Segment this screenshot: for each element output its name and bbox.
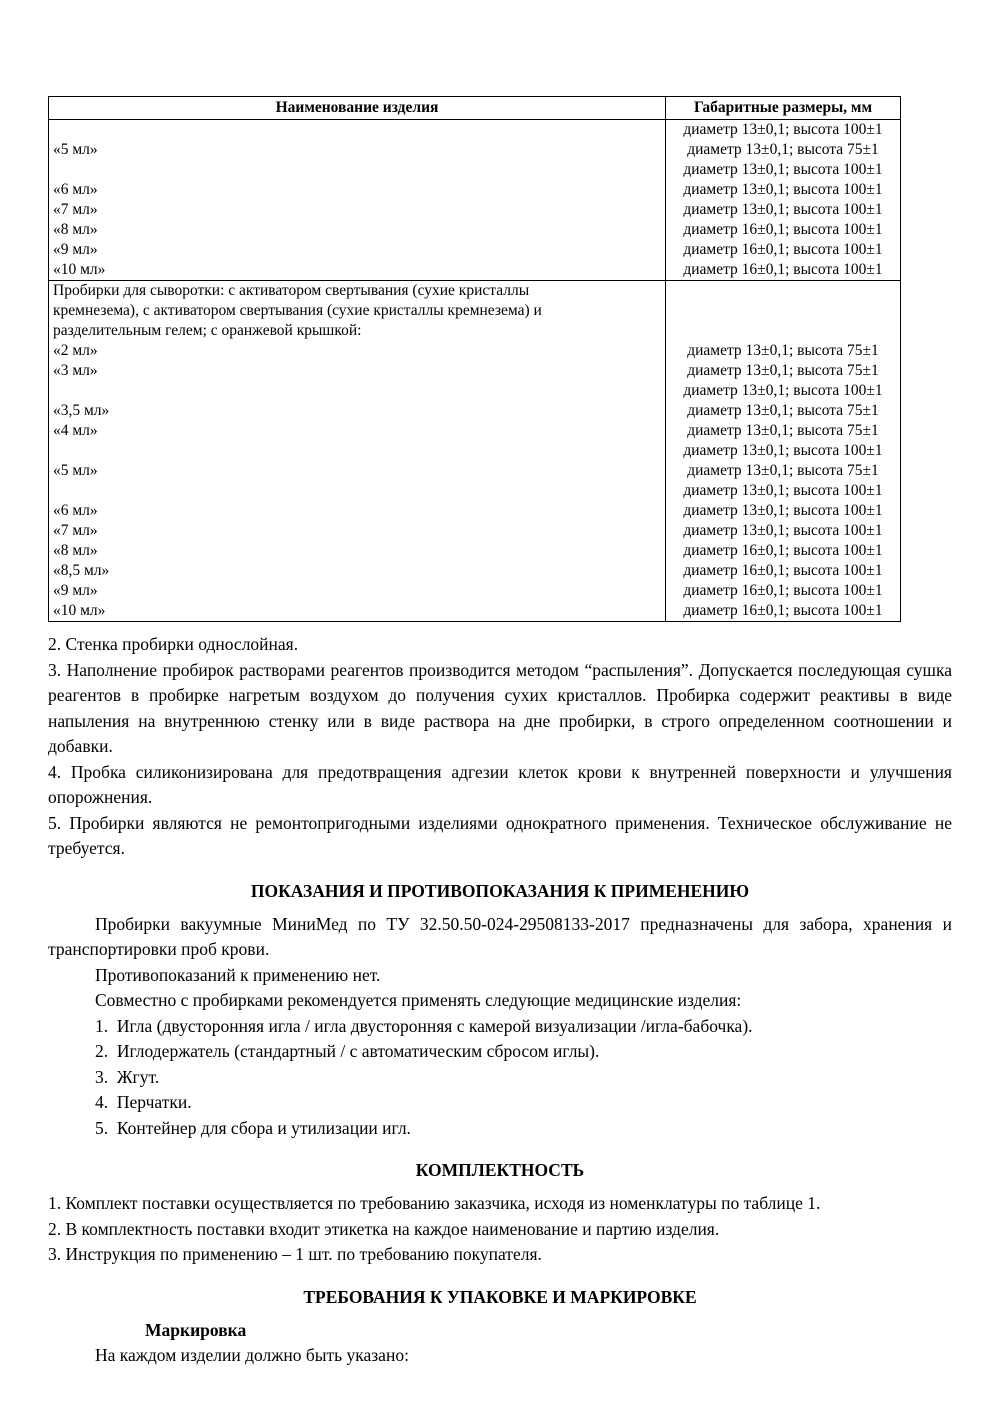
table-row [49, 421, 901, 441]
product-size-cell: диаметр 16±0,1; высота 100±1 [683, 602, 883, 619]
product-name-cell: «6 мл» [49, 180, 666, 200]
table-row [49, 260, 901, 281]
table-row [49, 481, 901, 501]
list-item-gloves: 4. Перчатки. [95, 1092, 192, 1112]
product-name-cell: «10 мл» [49, 260, 666, 281]
product-size-cell: диаметр 13±0,1; высота 75±1 [687, 402, 879, 419]
product-name-cell: «8,5 мл» [49, 561, 666, 581]
table-intro-size-cell [666, 281, 901, 342]
table-row [49, 120, 901, 141]
table-intro-cell: Пробирки для сыворотки: с активатором свертывания (сухие кристаллы кремнезема), с активатором свертывания (сухие кристаллы кремнезема) и разделительным гелем; с оранжевой крышкой: [49, 281, 666, 342]
packaging-heading: ТРЕБОВАНИЯ К УПАКОВКЕ И МАРКИРОВКЕ [303, 1286, 697, 1307]
table-row [49, 501, 901, 521]
product-name-cell: «2 мл» [49, 341, 666, 361]
general-provisions [48, 632, 952, 862]
paragraph-stopper: 4. Пробка силиконизирована для предотвращения адгезии клеток крови к внутренней поверхности и улучшения опорожнения. [48, 761, 952, 807]
table-intro-row [49, 281, 901, 342]
table-row [49, 180, 901, 200]
product-size-cell: диаметр 13±0,1; высота 100±1 [683, 502, 883, 519]
product-name-cell: «8 мл» [49, 220, 666, 240]
product-table [48, 96, 901, 622]
product-name-cell: «3,5 мл» [49, 401, 666, 421]
marking-intro: На каждом изделии должно быть указано: [95, 1345, 409, 1365]
table-row [49, 220, 901, 240]
table-row [49, 461, 901, 481]
product-name-cell [49, 381, 666, 401]
product-name-cell [49, 481, 666, 501]
product-name-cell: «7 мл» [49, 200, 666, 220]
table-row [49, 200, 901, 220]
table-row [49, 561, 901, 581]
table-row [49, 541, 901, 561]
product-size-cell: диаметр 13±0,1; высота 75±1 [687, 342, 879, 359]
product-size-cell: диаметр 13±0,1; высота 75±1 [687, 422, 879, 439]
table-row [49, 601, 901, 622]
product-size-cell: диаметр 16±0,1; высота 100±1 [683, 542, 883, 559]
completeness-item-2: 2. В комплектность поставки входит этикетка на каждое наименование и партию изделия. [48, 1218, 720, 1239]
product-name-cell: «4 мл» [49, 421, 666, 441]
table-row [49, 341, 901, 361]
table-header-name: Наименование изделия [49, 97, 666, 120]
product-size-cell: диаметр 13±0,1; высота 100±1 [683, 161, 883, 178]
product-name-cell: «9 мл» [49, 240, 666, 260]
table-header-size: Габаритные размеры, мм [666, 97, 901, 120]
product-size-cell: диаметр 13±0,1; высота 75±1 [687, 462, 879, 479]
list-item-tourniquet: 3. Жгут. [95, 1066, 160, 1087]
product-name-cell: «5 мл» [49, 461, 666, 481]
product-size-cell: диаметр 13±0,1; высота 100±1 [683, 382, 883, 399]
product-size-cell: диаметр 13±0,1; высота 100±1 [683, 201, 883, 218]
product-size-cell: диаметр 16±0,1; высота 100±1 [683, 562, 883, 579]
paragraph-tube-wall: 2. Стенка пробирки однослойная. [48, 634, 299, 654]
indications-contra: Противопоказаний к применению нет. [95, 964, 381, 985]
table-row [49, 441, 901, 461]
table-row [49, 381, 901, 401]
product-name-cell: «5 мл» [49, 140, 666, 160]
table-row [49, 361, 901, 381]
list-item-holder: 2. Иглодержатель (стандартный / с автоматическим сбросом иглы). [95, 1041, 600, 1061]
product-size-cell: диаметр 13±0,1; высота 75±1 [687, 141, 879, 158]
product-size-cell: диаметр 13±0,1; высота 100±1 [683, 482, 883, 499]
indications-purpose: Пробирки вакуумные МиниМед по ТУ 32.50.50-024-29508133-2017 предназначены для забора, хранения и транспортировки проб крови. [48, 913, 952, 959]
product-size-cell: диаметр 13±0,1; высота 100±1 [683, 121, 883, 138]
product-size-cell: диаметр 16±0,1; высота 100±1 [683, 582, 883, 599]
table-row [49, 160, 901, 180]
product-name-cell: «7 мл» [49, 521, 666, 541]
product-name-cell: «8 мл» [49, 541, 666, 561]
table-row [49, 521, 901, 541]
product-name-cell: «3 мл» [49, 361, 666, 381]
completeness-item-3: 3. Инструкция по применению – 1 шт. по требованию покупателя. [48, 1244, 542, 1264]
table-row [49, 401, 901, 421]
completeness-heading: КОМПЛЕКТНОСТЬ [415, 1160, 585, 1180]
product-size-cell: диаметр 16±0,1; высота 100±1 [683, 221, 883, 238]
product-size-cell: диаметр 16±0,1; высота 100±1 [683, 241, 883, 258]
product-name-cell: «9 мл» [49, 581, 666, 601]
product-name-cell: «6 мл» [49, 501, 666, 521]
marking-subheading: Маркировка [145, 1319, 247, 1340]
product-name-cell [49, 120, 666, 141]
paragraph-reagent-filling: 3. Наполнение пробирок растворами реагентов производится методом “распыления”. Допускается последующая сушка реагентов в пробирке нагретым воздухом до получения сухих кристаллов. Пробирка содержит реактивы в виде напыления на внутреннюю стенку или в виде раствора на дне пробирки, в строго определенном соотношении и добавки. [48, 659, 952, 756]
product-size-cell: диаметр 16±0,1; высота 100±1 [683, 261, 883, 278]
completeness-item-1: 1. Комплект поставки осуществляется по требованию заказчика, исходя из номенклатуры по таблице 1. [48, 1193, 821, 1213]
product-size-cell: диаметр 13±0,1; высота 100±1 [683, 181, 883, 198]
paragraph-single-use: 5. Пробирки являются не ремонтопригодными изделиями однократного применения. Техническое обслуживание не требуется. [48, 812, 952, 858]
list-item-container: 5. Контейнер для сбора и утилизации игл. [95, 1117, 411, 1138]
table-row [49, 140, 901, 160]
product-table-body [49, 120, 901, 622]
table-header-row [49, 97, 901, 120]
product-size-cell: диаметр 13±0,1; высота 75±1 [687, 362, 879, 379]
indications-heading: ПОКАЗАНИЯ И ПРОТИВОПОКАЗАНИЯ К ПРИМЕНЕНИЮ [250, 880, 750, 901]
table-row [49, 581, 901, 601]
table-row [49, 240, 901, 260]
product-size-cell: диаметр 13±0,1; высота 100±1 [683, 522, 883, 539]
product-name-cell [49, 441, 666, 461]
product-size-cell: диаметр 13±0,1; высота 100±1 [683, 442, 883, 459]
list-item-needle: 1. Игла (двусторонняя игла / игла двусторонняя с камерой визуализации /игла-бабочка). [95, 1015, 753, 1036]
indications-companion-intro: Совместно с пробирками рекомендуется применять следующие медицинские изделия: [95, 990, 742, 1010]
product-name-cell: «10 мл» [49, 601, 666, 622]
product-name-cell [49, 160, 666, 180]
